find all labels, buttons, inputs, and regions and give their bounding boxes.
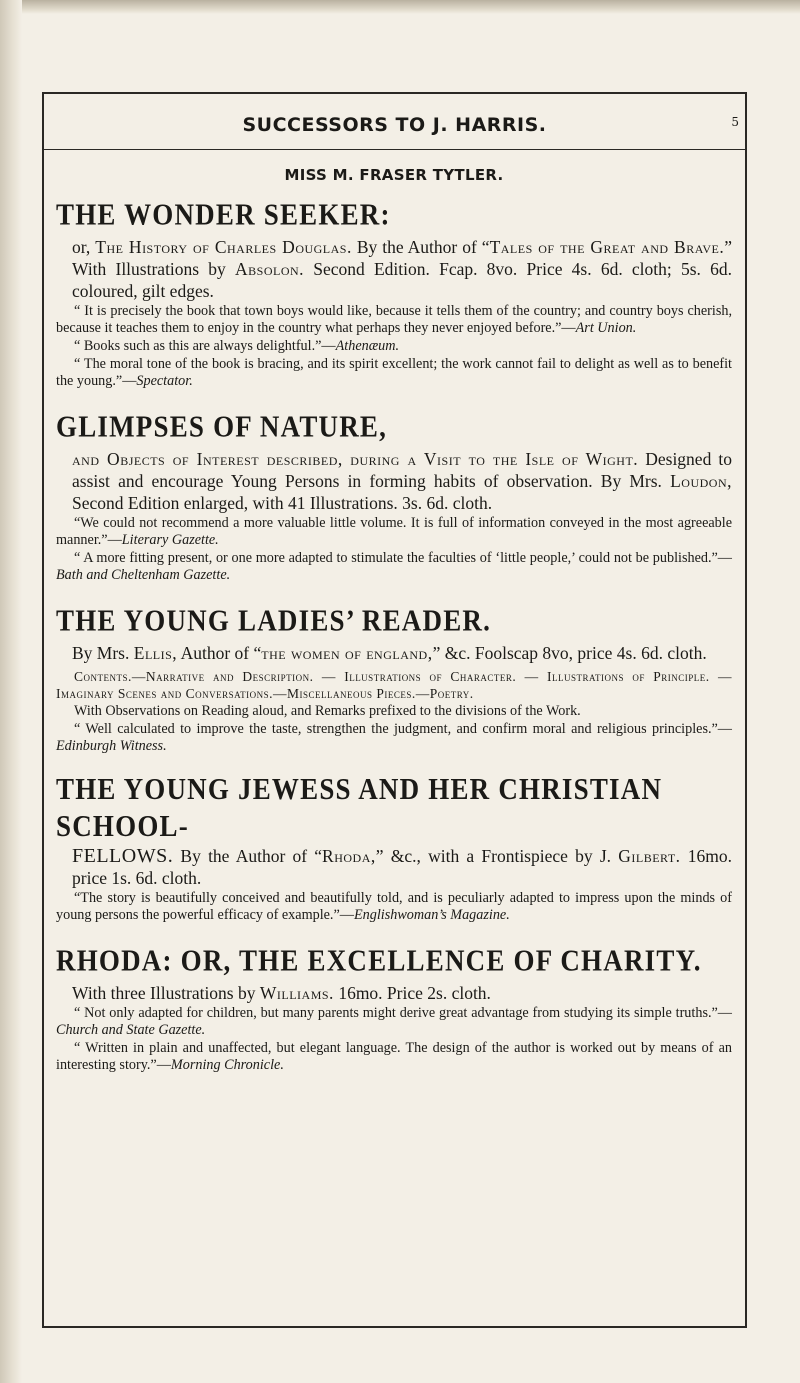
book-entry bbox=[56, 198, 732, 390]
desc-text: 16mo. Price 2s. cloth. bbox=[333, 983, 491, 1003]
book-entry bbox=[56, 604, 732, 755]
desc-text: By the Author of “ bbox=[351, 237, 490, 257]
review-text: “ Well calculated to improve the taste, strengthen the judgment, and confirm moral and religious principles.”— bbox=[74, 721, 732, 737]
review-quote bbox=[56, 550, 732, 584]
page-header bbox=[42, 106, 747, 144]
page-shadow-top bbox=[0, 0, 800, 14]
desc-text: ” With Illustrations by bbox=[72, 237, 732, 279]
review-text: “The story is beautifully conceived and beautifully told, and is peculiarly adapted to impress upon the minds of young persons the powerful efficacy of example.”— bbox=[56, 890, 732, 923]
review-text: “ The moral tone of the book is bracing, and its spirit excellent; the work cannot fail to delight as well as to benefit the young.”— bbox=[56, 356, 732, 389]
book-title: RHODA: OR, THE EXCELLENCE OF CHARITY. bbox=[56, 942, 702, 978]
review-quote bbox=[56, 1005, 732, 1039]
desc-text: Designed to assist and encourage Young Persons in forming habits of observation. By Mrs. bbox=[72, 449, 732, 491]
desc-text: With three Illustrations by bbox=[72, 983, 260, 1003]
review-quote bbox=[56, 721, 732, 755]
book-title: THE WONDER SEEKER: bbox=[56, 196, 391, 232]
review-source: Edinburgh Witness. bbox=[56, 738, 167, 754]
review-text: “ Not only adapted for children, but many parents might derive great advantage from studying its simple truths.”— bbox=[74, 1005, 732, 1021]
review-source: Church and State Gazette. bbox=[56, 1022, 206, 1038]
book-description bbox=[56, 982, 732, 1004]
page-shadow-left bbox=[0, 0, 22, 1383]
review-quote bbox=[56, 890, 732, 924]
desc-title-continuation: FELLOWS. bbox=[72, 845, 174, 867]
running-head: SUCCESSORS TO J. HARRIS. bbox=[242, 114, 547, 136]
book-entry bbox=[56, 410, 732, 584]
book-description bbox=[56, 236, 732, 302]
review-quote bbox=[56, 1040, 732, 1074]
book-title: THE YOUNG LADIES’ READER. bbox=[56, 602, 492, 638]
review-text: “ It is precisely the book that town boys would like, because it tells them of the country; and country boys cherish, because it teaches them to enjoy in the country what perhaps they never enjoyed before.”— bbox=[56, 303, 732, 336]
review-quote bbox=[56, 703, 732, 720]
book-title: THE YOUNG JEWESS AND HER CHRISTIAN SCHOOL- bbox=[56, 771, 663, 843]
review-quote bbox=[56, 356, 732, 390]
desc-smallcaps: Absolon. bbox=[235, 259, 305, 279]
book-entry bbox=[56, 944, 732, 1074]
desc-smallcaps: Tales of the Great and Brave. bbox=[489, 237, 725, 257]
catalogue-content bbox=[56, 160, 732, 1094]
review-quote bbox=[56, 303, 732, 337]
contents-list: Contents.—Narrative and Description. — Illustrations of Character. — Illustrations of Principle. — Imaginary Scenes and Conversations.—Miscellaneous Pieces.—Poetry. bbox=[56, 669, 732, 701]
review-source: Spectator. bbox=[136, 373, 193, 389]
book-description bbox=[56, 448, 732, 514]
book-description bbox=[56, 642, 732, 664]
book-description bbox=[56, 845, 732, 889]
review-source: Englishwoman’s Magazine. bbox=[353, 907, 510, 923]
review-source: Morning Chronicle. bbox=[170, 1057, 284, 1073]
header-rule bbox=[42, 149, 747, 150]
review-text: “We could not recommend a more valuable little volume. It is full of information conveyed in the most agreeable manner.”— bbox=[56, 515, 732, 548]
desc-smallcaps: and Objects of Interest described, during a Visit to the Isle of Wight. bbox=[72, 449, 639, 469]
review-source: Literary Gazette. bbox=[121, 532, 219, 548]
desc-text: ” &c., with a Frontispiece by J. bbox=[375, 846, 619, 866]
review-source: Athenæum. bbox=[335, 338, 400, 354]
desc-text: Second Edition enlarged, with 41 Illustrations. 3s. 6d. cloth. bbox=[72, 493, 493, 513]
desc-smallcaps: Rhoda, bbox=[322, 846, 376, 866]
desc-smallcaps: Ellis, bbox=[133, 643, 178, 663]
author-heading: MISS M. FRASER TYTLER. bbox=[284, 166, 504, 184]
desc-text: Second Edition. Fcap. 8vo. Price 4s. 6d. cloth; 5s. 6d. coloured, gilt edges. bbox=[72, 259, 732, 301]
desc-smallcaps: Williams. bbox=[259, 983, 334, 1003]
review-quote bbox=[56, 338, 732, 355]
review-source: Bath and Cheltenham Gazette. bbox=[56, 567, 231, 583]
desc-smallcaps: The History of Charles Douglas. bbox=[95, 237, 352, 257]
review-text: With Observations on Reading aloud, and Remarks prefixed to the divisions of the Work. bbox=[74, 703, 581, 719]
book-title: GLIMPSES OF NATURE, bbox=[56, 408, 388, 444]
desc-text: By Mrs. bbox=[72, 643, 134, 663]
desc-text: Author of “ bbox=[177, 643, 262, 663]
desc-smallcaps: the women of england, bbox=[261, 643, 433, 663]
desc-text: ” &c. Foolscap 8vo, price 4s. 6d. cloth. bbox=[432, 643, 707, 663]
review-text: “ Books such as this are always delightful.”— bbox=[74, 338, 336, 354]
page-number: 5 bbox=[731, 115, 739, 129]
desc-text: or, bbox=[72, 237, 96, 257]
review-quote bbox=[56, 515, 732, 549]
book-entry bbox=[56, 771, 732, 924]
review-text: “ A more fitting present, or one more adapted to stimulate the faculties of ‘little people,’ could not be published.”— bbox=[74, 550, 732, 566]
review-text: “ Written in plain and unaffected, but elegant language. The design of the author is worked out by means of an interesting story.”— bbox=[56, 1040, 732, 1073]
desc-text: By the Author of “ bbox=[173, 846, 323, 866]
review-source: Art Union. bbox=[575, 320, 637, 336]
desc-text: 16mo. price 1s. 6d. cloth. bbox=[72, 846, 732, 888]
desc-smallcaps: Gilbert. bbox=[618, 846, 681, 866]
desc-smallcaps: Loudon, bbox=[670, 471, 732, 491]
